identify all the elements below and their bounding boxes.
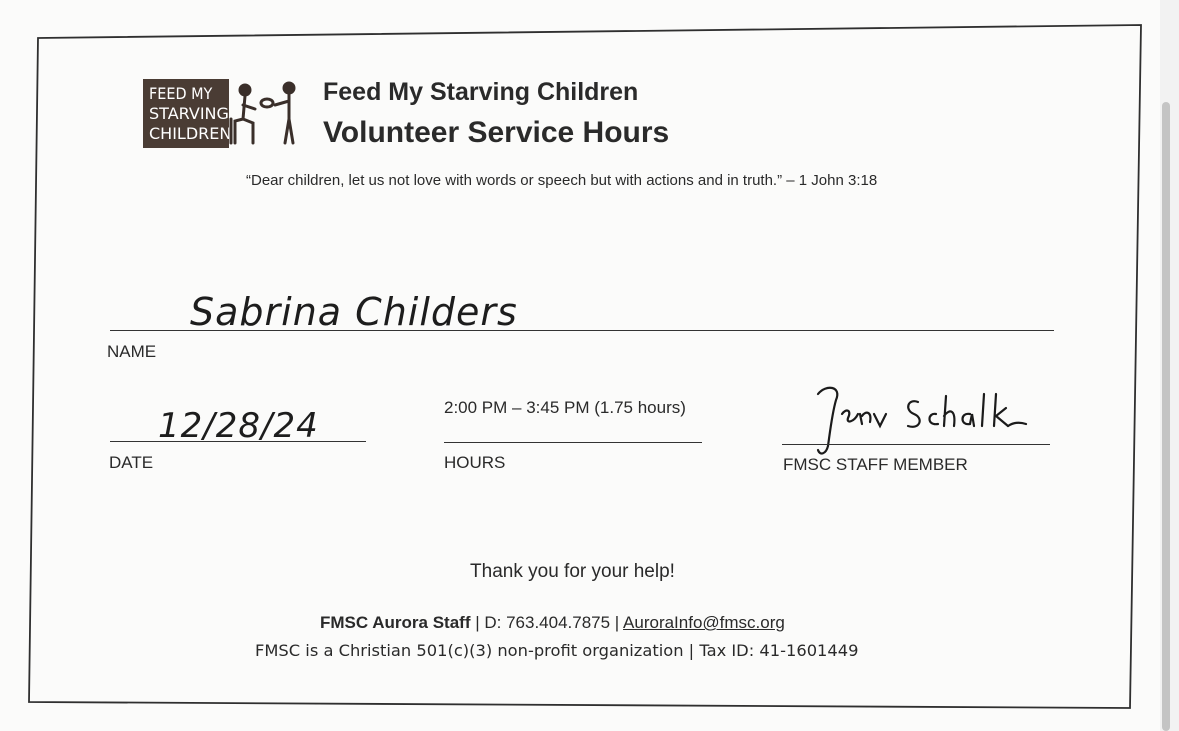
scripture-quote: “Dear children, let us not love with words or speech but with actions and in truth.” – 1 John 3:18 — [246, 172, 878, 189]
staff-name: FMSC Aurora Staff — [320, 613, 471, 632]
staff-signature — [800, 380, 1030, 460]
staff-line — [782, 444, 1050, 445]
logo-line-1: FEED MY — [149, 84, 213, 103]
document-title: Volunteer Service Hours — [323, 116, 670, 149]
staff-signature-text: Jess Schalk — [800, 380, 806, 381]
email-link[interactable]: AuroraInfo@fmsc.org — [623, 613, 785, 632]
name-line — [110, 330, 1054, 331]
name-label: NAME — [107, 342, 157, 361]
date-label: DATE — [109, 453, 154, 472]
nonprofit-note: FMSC is a Christian 501(c)(3) non-profit organization | Tax ID: 41-1601449 — [255, 641, 859, 660]
contact-line — [320, 613, 785, 633]
hours-value: 2:00 PM – 3:45 PM (1.75 hours) — [444, 398, 686, 417]
logo-figures-icon — [231, 83, 294, 143]
scrollbar-thumb[interactable] — [1162, 102, 1170, 731]
logo-line-3: CHILDREN — [149, 124, 232, 143]
staff-label: FMSC STAFF MEMBER — [783, 455, 968, 474]
fmsc-logo — [143, 79, 303, 154]
logo-line-2: STARVING — [149, 104, 229, 123]
hours-line — [444, 442, 702, 443]
org-name: Feed My Starving Children — [323, 78, 639, 106]
thank-you-text: Thank you for your help! — [470, 561, 675, 582]
date-line — [110, 441, 366, 442]
name-handwritten: Sabrina Childers — [190, 290, 518, 334]
hours-label: HOURS — [444, 453, 506, 472]
date-handwritten: 12/28/24 — [158, 406, 319, 446]
phone-number: | D: 763.404.7875 | — [475, 613, 620, 632]
